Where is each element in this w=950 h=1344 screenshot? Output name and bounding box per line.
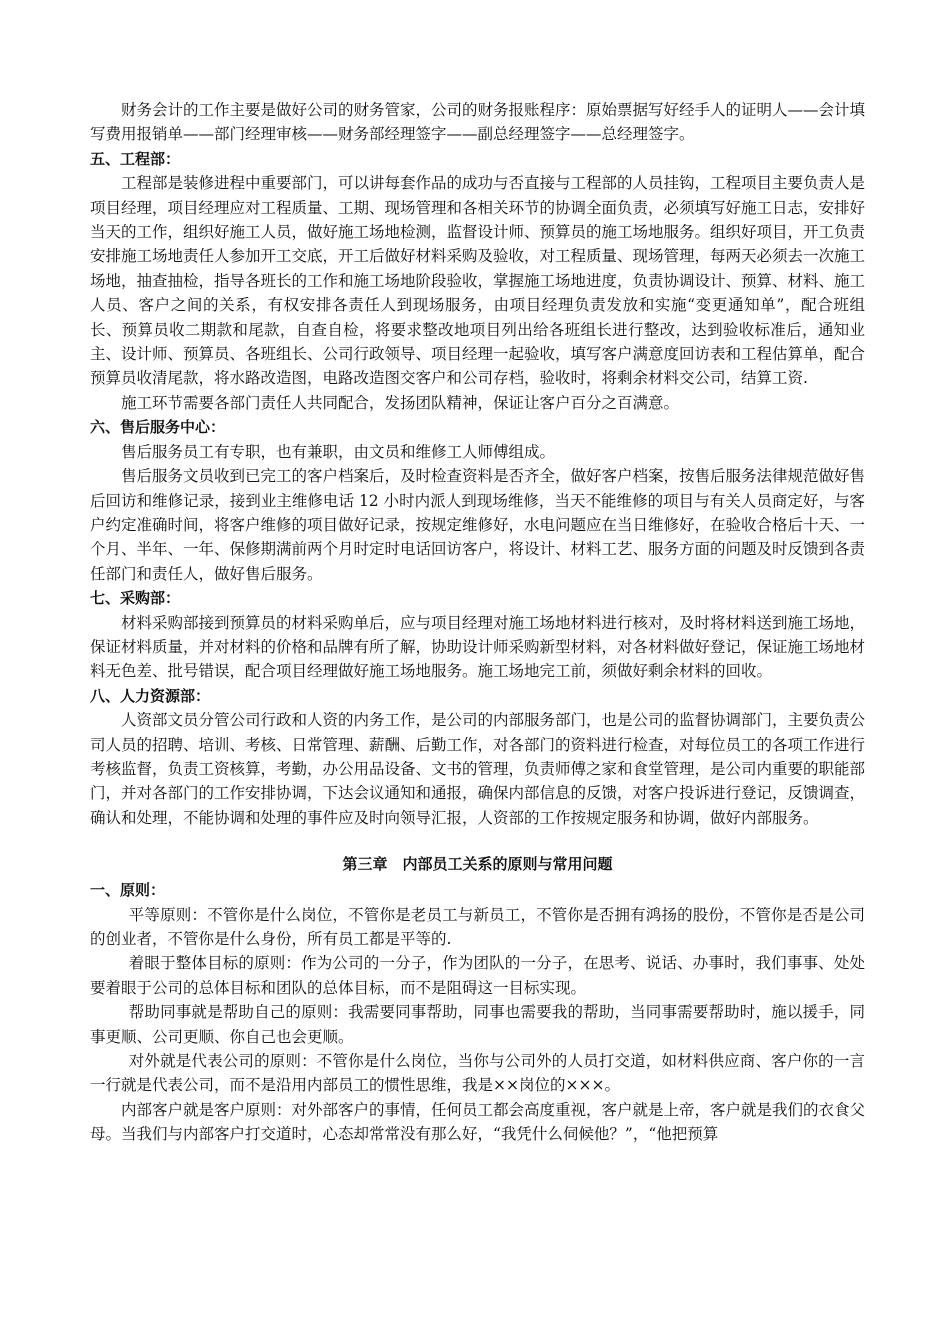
paragraph-aftersales-1: 售后服务员工有专职，也有兼职，由文员和维修工人师傅组成。 — [121, 442, 556, 461]
document-page — [90, 98, 865, 1147]
section-heading-principles: 一、原则： — [90, 881, 166, 900]
paragraph-purchasing: 材料采购部接到预算员的材料采购单后，应与项目经理对施工场地材料进行核对，及时将材料送到施工场地，保证材料质量，并对材料的价格和品牌有所了解，协助设计师采购新型材料，对各材料做好登记，保证施工场地材料无色差、批号错误，配合项目经理做好施工场地服务。施工场地完工前，须做好剩余材料的回收。 — [90, 613, 866, 681]
section-heading-hr: 八、人力资源部： — [90, 686, 211, 705]
paragraph-represent-company-principle: 对外就是代表公司的原则：不管你是什么岗位，当你与公司外的人员打交道，如材料供应商、客户你的一言一行就是代表公司，而不是沿用内部员工的惯性思维，我是××岗位的×××。 — [90, 1052, 865, 1095]
paragraph-overall-goal-principle: 着眼于整体目标的原则：作为公司的一分子，作为团队的一分子，在思考、说话、办事时，我们事事、处处要着眼于公司的总体目标和团队的总体目标，而不是阻碍这一目标实现。 — [90, 954, 865, 997]
paragraph-hr: 人资部文员分管公司行政和人资的内务工作，是公司的内部服务部门，也是公司的监督协调部门，主要负责公司人员的招聘、培训、考核、日常管理、薪酬、后勤工作，对各部门的资料进行检查，对每位员工的各项工作进行考核监督，负责工资核算，考勤，办公用品设备、文书的管理，负责师傅之家和食堂管理，是公司内重要的职能部门，并对各部门的工作安排协调，下达会议通知和通报，确保内部信息的反馈，对客户投诉进行登记，反馈调查，确认和处理，不能协调和处理的事件应及时向领导汇报，人资部的工作按规定服务和协调，做好内部服务。 — [90, 711, 866, 827]
paragraph-engineering-1: 工程部是装修进程中重要部门，可以讲每套作品的成功与否直接与工程部的人员挂钩，工程项目主要负责人是项目经理，项目经理应对工程质量、工期、现场管理和各相关环节的协调全面负责，必须填写好施工日志，安排好当天的工作，组织好施工人员，做好施工场地检测，监督设计师、预算员的施工场地服务。组织好项目，开工负责安排施工场地责任人参加开工交底，开工后做好材料采购及验收，对工程质量、现场管理，每两天必须去一次施工场地，抽查抽检，指导各班长的工作和施工场地阶段验收，掌握施工场地进度，负责协调设计、预算、材料、施工人员、客户之间的关系，有权安排各责任人到现场服务，由项目经理负责发放和实施“变更通知单”，配合班组长、预算员收二期款和尾款，自查自检，将要求整改地项目列出给各班组长进行整改，达到验收标准后，通知业主、设计师、预算员、各班组长、公司行政领导、项目经理一起验收，填写客户满意度回访表和工程估算单，配合预算员收清尾款，将水路改造图，电路改造图交客户和公司存档，验收时，将剩余材料交公司，结算工资. — [90, 174, 866, 388]
section-heading-purchasing: 七、采购部： — [90, 589, 181, 608]
section-heading-aftersales: 六、售后服务中心： — [90, 418, 226, 437]
section-heading-engineering: 五、工程部： — [90, 149, 181, 168]
paragraph-equality-principle: 平等原则：不管你是什么岗位，不管你是老员工与新员工，不管你是否拥有鸿扬的股份，不管你是否是公司的创业者，不管你是什么身份，所有员工都是平等的. — [90, 905, 865, 948]
paragraph-internal-customer-principle: 内部客户就是客户原则：对外部客户的事情，任何员工都会高度重视，客户就是上帝，客户就是我们的衣食父母。当我们与内部客户打交道时，心态却常常没有那么好，“我凭什么伺候他？”，“他把预算 — [90, 1100, 866, 1144]
paragraph-help-colleagues-principle: 帮助同事就是帮助自己的原则：我需要同事帮助，同事也需要我的帮助，当同事需要帮助时，施以援手，同事更顺、公司更顺、你自己也会更顺。 — [90, 1003, 865, 1046]
paragraph-engineering-2: 施工环节需要各部门责任人共同配合，发扬团队精神，保证让客户百分之百满意。 — [121, 393, 680, 412]
chapter-title: 第三章 内部员工关系的原则与常用问题 — [342, 855, 613, 874]
paragraph-finance: 财务会计的工作主要是做好公司的财务管家，公司的财务报账程序：原始票据写好经手人的证明人——会计填写费用报销单——部门经理审核——财务部经理签字——副总经理签字——总经理签字。 — [90, 101, 866, 144]
paragraph-aftersales-2: 售后服务文员收到已完工的客户档案后，及时检查资料是否齐全，做好客户档案，按售后服务法律规范做好售后回访和维修记录，接到业主维修电话 12 小时内派人到现场维修，当天不能维修的项目与有关人员商定好，与客户约定准确时间，将客户维修的项目做好记录，按规定维修好，水电问题应在当日维修好，在验收合格后十天、一个月、半年、一年、保修期满前两个月时定时电话回访客户，将设计、材料工艺、服务方面的问题及时反馈到各责任部门和责任人，做好售后服务。 — [90, 467, 866, 583]
